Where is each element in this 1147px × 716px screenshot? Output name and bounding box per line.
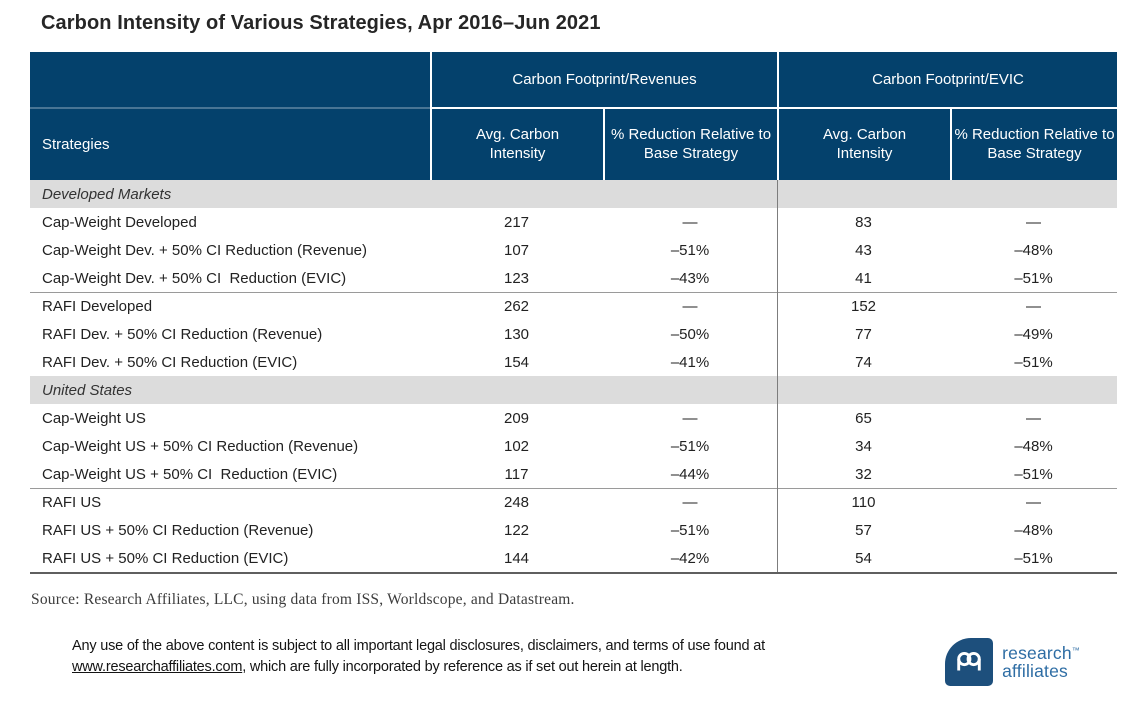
value-cell: –48% xyxy=(1014,437,1053,455)
group-divider-line xyxy=(777,180,778,572)
table-body xyxy=(30,180,1117,574)
value-cell: –43% xyxy=(670,269,710,287)
value-cell: 152 xyxy=(850,298,877,315)
table-row xyxy=(30,348,1117,376)
value-cell: –51% xyxy=(670,437,710,455)
table-row xyxy=(30,264,1117,292)
strategy-cell: Cap-Weight Dev. + 50% CI Reduction (EVIC) xyxy=(42,269,347,287)
value-cell: 43 xyxy=(855,241,872,259)
subheader-pct-reduction-revenues: % Reduction Relative to Base Strategy xyxy=(603,107,777,180)
value-cell: –44% xyxy=(670,465,710,483)
ra-monogram-icon xyxy=(945,638,993,686)
value-cell: 144 xyxy=(503,549,530,567)
strategy-cell: RAFI US + 50% CI Reduction (Revenue) xyxy=(42,521,314,539)
value-cell: –48% xyxy=(1014,521,1053,539)
value-cell: 107 xyxy=(503,241,530,259)
strategy-cell: RAFI US + 50% CI Reduction (EVIC) xyxy=(42,549,289,567)
value-cell: — xyxy=(1026,409,1041,427)
value-cell: –51% xyxy=(1014,549,1053,567)
strategy-cell: Cap-Weight Developed xyxy=(42,213,197,231)
value-cell: 65 xyxy=(855,409,872,427)
disclaimer-text-pre: Any use of the above content is subject to all important legal disclosures, disclaimers, and terms of use found at xyxy=(72,638,765,654)
strategy-cell: Cap-Weight US + 50% CI Reduction (Revenue) xyxy=(42,437,359,455)
legal-disclaimer xyxy=(72,636,817,678)
carbon-intensity-table xyxy=(30,52,1117,574)
group-header-evic: Carbon Footprint/EVIC xyxy=(777,52,1117,107)
value-cell: 54 xyxy=(855,549,872,567)
strategy-cell: RAFI Developed xyxy=(42,298,153,315)
value-cell: –49% xyxy=(1014,325,1053,343)
value-cell: — xyxy=(1026,494,1041,511)
value-cell: 57 xyxy=(855,521,872,539)
value-cell: 41 xyxy=(855,269,872,287)
section-label: United States xyxy=(42,381,133,399)
subheader-avg-ci-evic: Avg. Carbon Intensity xyxy=(777,107,950,180)
trademark-symbol: ™ xyxy=(1071,646,1080,655)
value-cell: 122 xyxy=(503,521,530,539)
strategy-cell: RAFI Dev. + 50% CI Reduction (Revenue) xyxy=(42,325,323,343)
value-cell: — xyxy=(1026,298,1041,315)
value-cell: — xyxy=(1026,213,1041,231)
value-cell: 209 xyxy=(503,409,530,427)
value-cell: –51% xyxy=(670,521,710,539)
table-row xyxy=(30,488,1117,516)
table-row xyxy=(30,208,1117,236)
footer xyxy=(30,636,1117,686)
section-row xyxy=(30,180,1117,208)
value-cell: –42% xyxy=(670,549,710,567)
value-cell: –48% xyxy=(1014,241,1053,259)
table-row xyxy=(30,516,1117,544)
value-cell: 110 xyxy=(851,494,876,511)
logo-word-affiliates: affiliates xyxy=(1002,661,1068,681)
research-affiliates-logo xyxy=(945,638,1080,686)
subheader-avg-ci-revenues: Avg. Carbon Intensity xyxy=(430,107,603,180)
value-cell: 83 xyxy=(855,213,872,231)
value-cell: 102 xyxy=(503,437,530,455)
value-cell: 217 xyxy=(503,213,530,231)
value-cell: 130 xyxy=(503,325,530,343)
value-cell: 262 xyxy=(503,298,530,315)
value-cell: — xyxy=(682,494,698,511)
value-cell: –51% xyxy=(1014,465,1053,483)
value-cell: –50% xyxy=(670,325,710,343)
strategies-column-header: Strategies xyxy=(42,136,110,153)
table-header xyxy=(30,52,1117,180)
strategy-cell: RAFI Dev. + 50% CI Reduction (EVIC) xyxy=(42,353,298,371)
value-cell: 77 xyxy=(855,325,872,343)
subheader-pct-reduction-evic: % Reduction Relative to Base Strategy xyxy=(950,107,1117,180)
value-cell: 32 xyxy=(855,465,872,483)
page-title: Carbon Intensity of Various Strategies, Apr 2016–Jun 2021 xyxy=(41,12,601,34)
logo-wordmark xyxy=(1002,644,1080,680)
table-row xyxy=(30,404,1117,432)
value-cell: 117 xyxy=(504,465,529,483)
strategy-cell: Cap-Weight Dev. + 50% CI Reduction (Revenue) xyxy=(42,241,368,259)
value-cell: –51% xyxy=(670,241,710,259)
table-row xyxy=(30,236,1117,264)
value-cell: 34 xyxy=(855,437,872,455)
strategy-cell: Cap-Weight US + 50% CI Reduction (EVIC) xyxy=(42,465,338,483)
group-header-revenues: Carbon Footprint/Revenues xyxy=(430,52,777,107)
value-cell: 248 xyxy=(503,494,530,511)
value-cell: — xyxy=(682,409,698,427)
value-cell: 154 xyxy=(503,353,530,371)
value-cell: — xyxy=(682,298,698,315)
section-row xyxy=(30,376,1117,404)
value-cell: –51% xyxy=(1014,353,1053,371)
researchaffiliates-link[interactable]: www.researchaffiliates.com xyxy=(72,659,243,676)
value-cell: — xyxy=(682,213,698,231)
value-cell: –51% xyxy=(1014,269,1053,287)
table-row xyxy=(30,292,1117,320)
table-row xyxy=(30,320,1117,348)
value-cell: 74 xyxy=(855,353,872,371)
value-cell: –41% xyxy=(670,353,710,371)
logo-word-research: research xyxy=(1002,643,1072,663)
strategy-cell: Cap-Weight US xyxy=(42,409,146,427)
table-row xyxy=(30,432,1117,460)
value-cell: 123 xyxy=(503,269,530,287)
source-note: Source: Research Affiliates, LLC, using data from ISS, Worldscope, and Datastream. xyxy=(31,591,575,608)
table-row xyxy=(30,460,1117,488)
section-label: Developed Markets xyxy=(42,185,172,203)
table-row xyxy=(30,544,1117,572)
strategy-cell: RAFI US xyxy=(42,494,102,511)
disclaimer-text-post: , which are fully incorporated by reference as if set out herein at length. xyxy=(242,659,683,676)
